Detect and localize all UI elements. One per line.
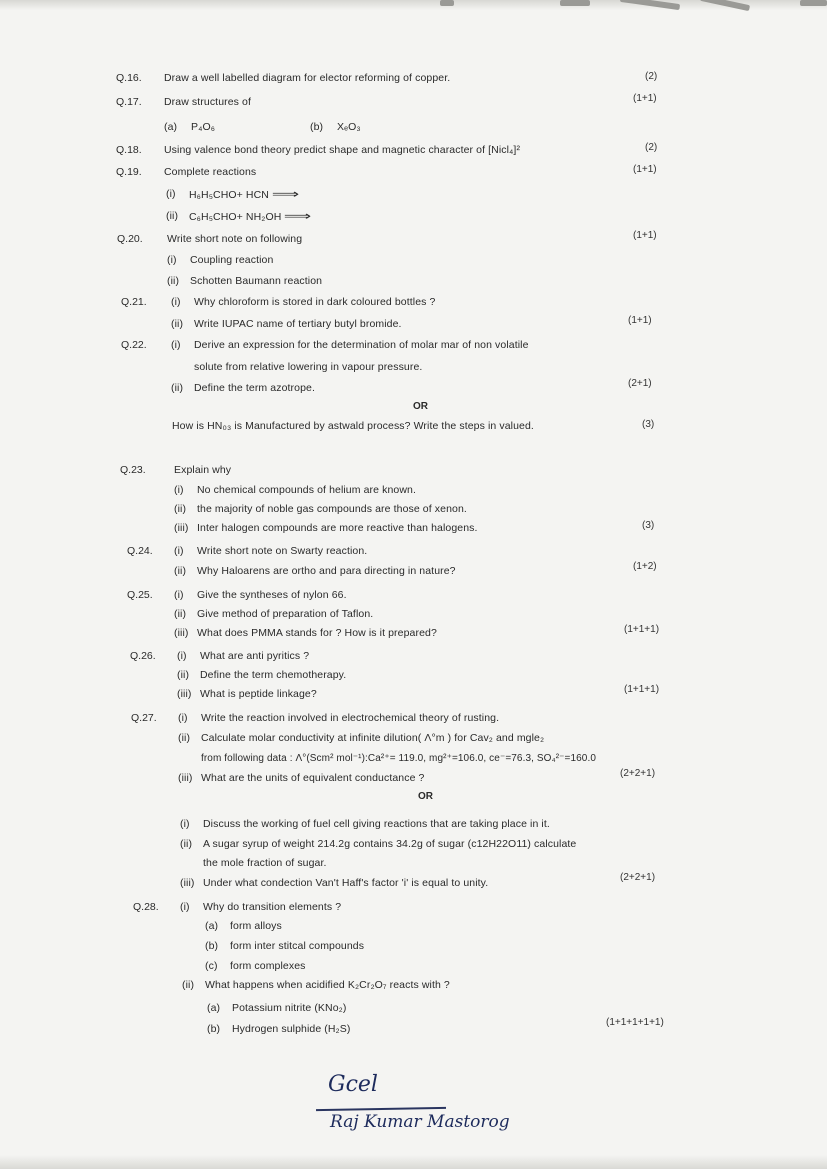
question-marks: (2+1) — [628, 378, 652, 389]
part-text: Coupling reaction — [190, 254, 274, 266]
question-number: Q.28. — [133, 901, 159, 913]
question-number: Q.22. — [121, 339, 147, 351]
part-label: (ii) — [180, 838, 193, 850]
question-marks: (2+2+1) — [620, 872, 656, 883]
part-text: Hydrogen sulphide (H₂S) — [232, 1023, 351, 1035]
part-text: What are anti pyritics ? — [200, 650, 310, 662]
part-text: P₄O₆ — [191, 121, 216, 133]
question-number: Q.25. — [127, 589, 153, 601]
question-marks: (3) — [642, 419, 655, 430]
part-text: H₆H₅CHO+ HCN ⟹ — [189, 187, 300, 201]
part-label: (ii) — [171, 318, 184, 330]
part-label: (i) — [171, 296, 181, 308]
part-label: (a) — [205, 920, 219, 932]
reaction-arrow-icon: ⟹ — [284, 209, 312, 223]
part-label: (i) — [171, 339, 181, 351]
part-label: (i) — [177, 650, 187, 662]
part-label: (i) — [178, 712, 188, 724]
question-number: Q.23. — [120, 464, 146, 476]
question-text: Draw a well labelled diagram for elector reforming of copper. — [164, 72, 451, 84]
part-label: (ii) — [167, 275, 180, 287]
part-label: (b) — [207, 1023, 221, 1035]
part-text: What does PMMA stands for ? How is it prepared? — [197, 627, 437, 639]
or-separator: OR — [413, 401, 428, 412]
question-number: Q.20. — [117, 233, 143, 245]
part-label: (ii) — [174, 503, 187, 515]
part-text: Why Haloarens are ortho and para directing in nature? — [197, 565, 456, 577]
part-label: (b) — [205, 940, 219, 952]
part-text: form alloys — [230, 920, 282, 932]
part-text: Write IUPAC name of tertiary butyl bromide. — [194, 318, 402, 330]
part-label: (ii) — [178, 732, 191, 744]
part-label: (a) — [164, 121, 178, 133]
photo-bottom-edge — [0, 1155, 827, 1169]
part-label: (c) — [205, 960, 218, 972]
alternate-question-text: How is HN₀₃ is Manufactured by astwald process? Write the steps in valued. — [172, 420, 534, 432]
part-text: What are the units of equivalent conductance ? — [201, 772, 425, 784]
part-text: Write the reaction involved in electrochemical theory of rusting. — [201, 712, 500, 724]
part-label: (i) — [167, 254, 177, 266]
part-label: (i) — [174, 484, 184, 496]
part-text: Calculate molar conductivity at infinite dilution( Λ°m ) for Cav₂ and mgle₂ — [201, 732, 545, 744]
question-text: Draw structures of — [164, 96, 251, 108]
part-text: Give the syntheses of nylon 66. — [197, 589, 347, 601]
question-marks: (2) — [645, 142, 658, 153]
question-marks: (1+1) — [633, 93, 657, 104]
question-number: Q.19. — [116, 166, 142, 178]
part-label: (i) — [180, 901, 190, 913]
part-text: form complexes — [230, 960, 306, 972]
part-text: Inter halogen compounds are more reactive than halogens. — [197, 522, 478, 534]
part-text: No chemical compounds of helium are known. — [197, 484, 416, 496]
signature-initials: Gcel — [328, 1072, 378, 1097]
part-text: form inter stitcal compounds — [230, 940, 365, 952]
part-label: (ii) — [174, 608, 187, 620]
question-number: Q.18. — [116, 144, 142, 156]
part-text: Derive an expression for the determination of molar mar of non volatile — [194, 339, 529, 351]
question-number: Q.16. — [116, 72, 142, 84]
question-marks: (3) — [642, 520, 655, 531]
question-marks: (1+1+1+1+1) — [606, 1017, 664, 1028]
part-text: Why do transition elements ? — [203, 901, 342, 913]
part-label: (ii) — [171, 382, 184, 394]
part-label: (i) — [174, 589, 184, 601]
part-text: What is peptide linkage? — [200, 688, 317, 700]
part-text: C₆H₅CHO+ NH₂OH ⟹ — [189, 209, 312, 223]
part-label: (iii) — [174, 627, 189, 639]
part-text: Define the term azotrope. — [194, 382, 315, 394]
question-text: Write short note on following — [167, 233, 303, 245]
question-text: Explain why — [174, 464, 232, 476]
part-label: (b) — [310, 121, 324, 133]
part-text: Define the term chemotherapy. — [200, 669, 347, 681]
part-label: (i) — [174, 545, 184, 557]
part-label: (ii) — [174, 565, 187, 577]
part-text: Schotten Baumann reaction — [190, 275, 323, 287]
question-text: Using valence bond theory predict shape and magnetic character of [Nicl₄]² — [164, 144, 521, 156]
question-marks: (2) — [645, 71, 658, 82]
part-label: (i) — [166, 188, 176, 200]
part-label: (iii) — [177, 688, 192, 700]
part-text: Discuss the working of fuel cell giving reactions that are taking place in it. — [203, 818, 550, 830]
question-marks: (1+1+1) — [624, 624, 660, 635]
reaction-arrow-icon: ⟹ — [271, 187, 300, 201]
question-number: Q.17. — [116, 96, 142, 108]
part-text: What happens when acidified K₂Cr₂O₇ reacts with ? — [205, 979, 450, 991]
question-number: Q.26. — [130, 650, 156, 662]
part-label: (iii) — [174, 522, 189, 534]
question-text: Complete reactions — [164, 166, 257, 178]
question-marks: (1+2) — [633, 561, 657, 572]
part-text-continued: the mole fraction of sugar. — [203, 857, 327, 869]
signature-name: Raj Kumar Mastorog — [330, 1112, 510, 1132]
question-marks: (1+1) — [633, 230, 657, 241]
part-text: Why chloroform is stored in dark coloured bottles ? — [194, 296, 436, 308]
part-text: Give method of preparation of Taflon. — [197, 608, 374, 620]
part-text: A sugar syrup of weight 214.2g contains 34.2g of sugar (c12H22O11) calculate — [203, 838, 577, 850]
part-label: (ii) — [177, 669, 190, 681]
part-label: (iii) — [180, 877, 195, 889]
question-number: Q.27. — [131, 712, 157, 724]
question-number: Q.24. — [127, 545, 153, 557]
part-label: (ii) — [166, 210, 179, 222]
part-text: Write short note on Swarty reaction. — [197, 545, 368, 557]
question-marks: (1+1) — [628, 315, 652, 326]
question-marks: (1+1) — [633, 164, 657, 175]
signature-underline — [316, 1107, 446, 1111]
part-text: the majority of noble gas compounds are those of xenon. — [197, 503, 467, 515]
part-text: Potassium nitrite (KNo₂) — [232, 1002, 347, 1014]
or-separator: OR — [418, 791, 433, 802]
question-number: Q.21. — [121, 296, 147, 308]
part-text-continued: from following data : Λ°(Scm² mol⁻¹):Ca²⁺= 119.0, mg²⁺=106.0, ce⁻=76.3, SO₄²⁻=160.0 — [201, 753, 596, 764]
part-label: (a) — [207, 1002, 221, 1014]
question-marks: (1+1+1) — [624, 684, 660, 695]
question-marks: (2+2+1) — [620, 768, 656, 779]
part-text: XₑO₃ — [337, 121, 361, 133]
part-label: (iii) — [178, 772, 193, 784]
part-label: (ii) — [182, 979, 195, 991]
part-label: (i) — [180, 818, 190, 830]
part-text: Under what condection Van't Haff's factor 'i' is equal to unity. — [203, 877, 489, 889]
part-text-continued: solute from relative lowering in vapour pressure. — [194, 361, 423, 373]
